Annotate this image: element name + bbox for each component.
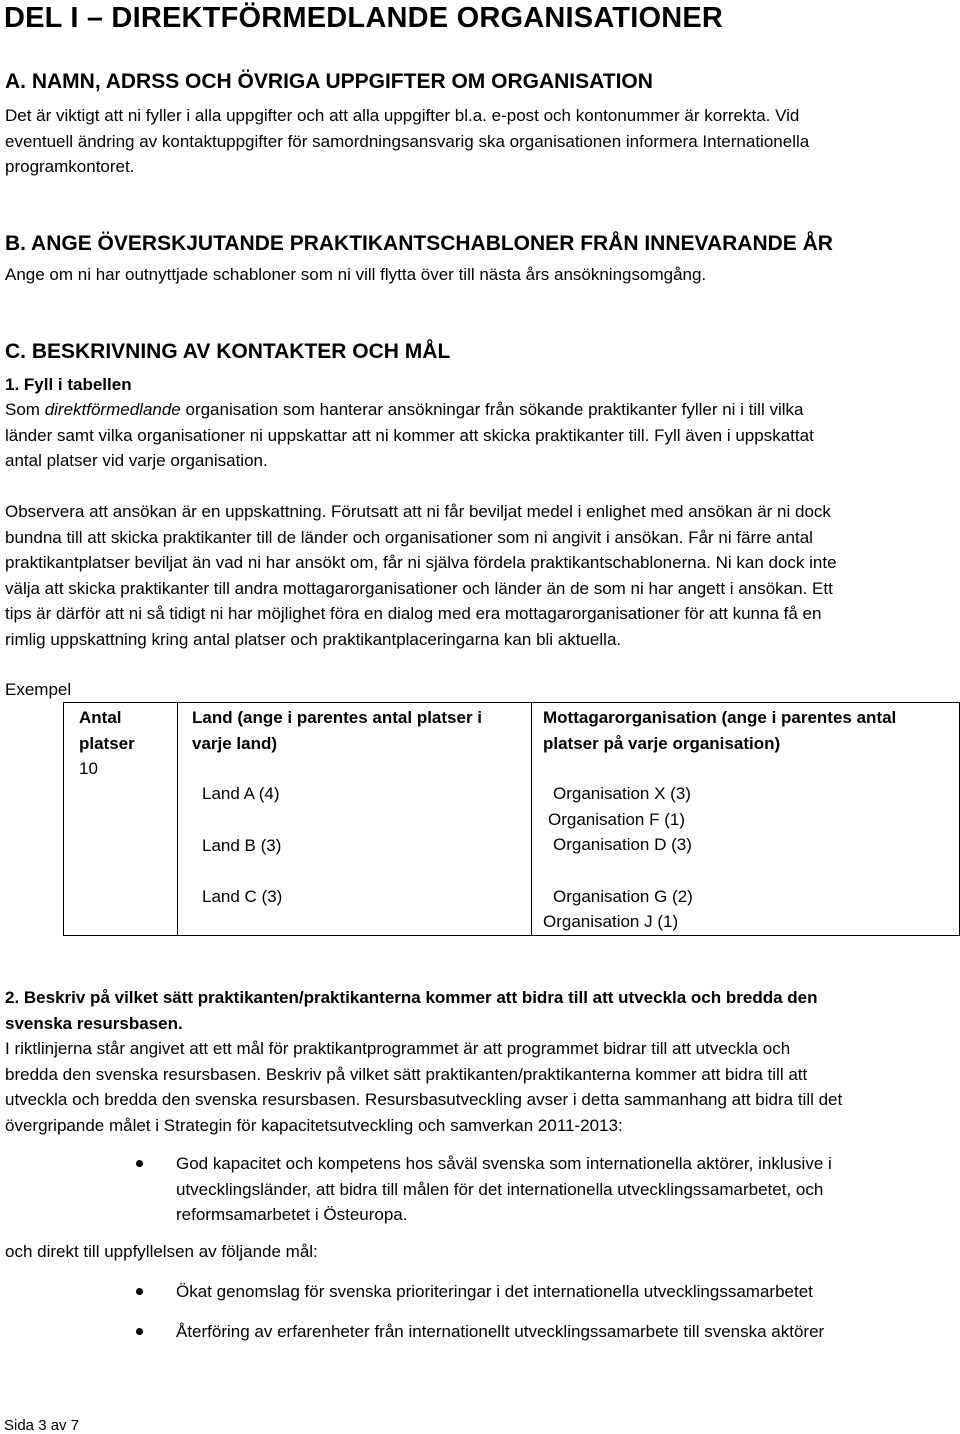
text-line: programkontoret. [5, 157, 135, 176]
table-value-count: 10 [79, 759, 98, 778]
section-c-heading: C. BESKRIVNING AV KONTAKTER OCH MÅL [5, 340, 451, 363]
text-line: tips är därför att ni så tidigt ni har möjlighet föra en dialog med era mottagarorganisationer för att kunna få en [5, 604, 822, 623]
text-line: rimlig uppskattning kring antal platser och praktikantplaceringarna kan bli aktuella. [5, 629, 622, 649]
table-org-f: Organisation F (1) [548, 809, 685, 829]
page-title: DEL I – DIREKTFÖRMEDLANDE ORGANISATIONER [4, 2, 724, 34]
note-paragraph [5, 499, 955, 652]
text-line [5, 397, 955, 423]
sub-goal-list [136, 1279, 936, 1344]
text-line: 2. Beskriv på vilket sätt praktikanten/praktikanterna kommer att bidra till att utveckla och bredda den [5, 988, 818, 1007]
table-cell-count [64, 703, 178, 936]
table-org-d: Organisation D (3) [553, 835, 692, 854]
connector-text: och direkt till uppfyllelsen av följande mål: [5, 1242, 318, 1261]
text-line: svenska resursbasen. [5, 1013, 183, 1033]
text-line: praktikantplatser beviljat än vad ni har ansökt om, får ni själva fördela praktikantschablonerna. Ni kan dock inte [5, 553, 837, 572]
table-country-c: Land C (3) [202, 887, 283, 906]
table-country-b: Land B (3) [202, 835, 282, 855]
table-header-country-l2: varje land) [192, 733, 278, 753]
table-org-x: Organisation X (3) [553, 784, 691, 803]
item2-title [5, 985, 955, 1036]
text-line: reformsamarbetet i Östeuropa. [176, 1205, 408, 1224]
table-header-country-l1: Land (ange i parentes antal platser i [192, 708, 483, 727]
italic-term: direktförmedlande [44, 400, 181, 419]
text-line: Det är viktigt att ni fyller i alla uppgifter och att alla uppgifter bl.a. e-post och kontonummer är korrekta. Vid [5, 106, 800, 125]
section-a-heading: A. NAMN, ADRSS OCH ÖVRIGA UPPGIFTER OM ORGANISATION [5, 70, 653, 93]
goal-list [136, 1151, 936, 1228]
text-line: utvecklingsländer, att bidra till målen för det internationella utvecklingssamarbetet, och [176, 1179, 824, 1199]
text-line: Observera att ansökan är en uppskattning. Förutsatt att ni får beviljat medel i enlighet med ansökan är ni dock [5, 502, 831, 521]
table-org-g: Organisation G (2) [553, 886, 693, 906]
table-org-j: Organisation J (1) [543, 912, 679, 931]
item2-paragraph [5, 1036, 955, 1138]
table-header-org-l2: platser på varje organisation) [543, 733, 781, 753]
text-fragment: organisation som hanterar ansökningar från sökande praktikanter fyller ni i till vilka [180, 400, 804, 419]
list-item: Återföring av erfarenheter från internationellt utvecklingssamarbete till svenska aktörer [136, 1319, 936, 1345]
example-label: Exempel [5, 680, 72, 699]
text-line: länder samt vilka organisationer ni uppskattar att ni kommer att skicka praktikanter till. Fyll även i uppskattat [5, 425, 814, 445]
table-row [64, 703, 960, 936]
table-cell-organisations [532, 703, 960, 936]
text-line: bredda den svenska resursbasen. Beskriv på vilket sätt praktikanten/praktikanterna kommer att bidra till att [5, 1064, 808, 1084]
text-line: eventuell ändring av kontaktuppgifter för samordningsansvarig ska organisationen informera Internationella [5, 131, 810, 151]
table-country-a: Land A (4) [202, 784, 280, 803]
table-cell-countries [178, 703, 532, 936]
text-line: antal platser vid varje organisation. [5, 451, 268, 470]
example-table [63, 702, 960, 936]
text-line: välja att skicka praktikanter till andra mottagarorganisationer och länder än de som ni har angett i ansökan. Ett [5, 578, 833, 598]
section-a-text [5, 103, 955, 180]
table-header-org-l1: Mottagarorganisation (ange i parentes antal [543, 708, 897, 727]
page-footer: Sida 3 av 7 [4, 1417, 80, 1434]
item1-title: 1. Fyll i tabellen [5, 375, 132, 394]
list-item [136, 1151, 936, 1228]
section-b-text: Ange om ni har outnyttjade schabloner som ni vill flytta över till nästa års ansökningsomgång. [5, 265, 707, 284]
text-line: utveckla och bredda den svenska resursbasen. Resursbasutveckling avser i detta sammanhang att bidra till det [5, 1090, 843, 1109]
text-line: bundna till att skicka praktikanter till de länder och organisationer som ni angivit i ansökan. Får ni färre antal [5, 527, 813, 547]
table-header-count-l1: Antal [79, 708, 122, 727]
text-line: God kapacitet och kompetens hos såväl svenska som internationella aktörer, inklusive i [176, 1154, 832, 1173]
list-item: Ökat genomslag för svenska prioriteringar i det internationella utvecklingssamarbetet [136, 1279, 936, 1305]
item1-paragraph [5, 397, 955, 474]
table-header-count-l2: platser [79, 733, 135, 753]
text-fragment: Som [5, 400, 45, 419]
text-line: övergripande målet i Strategin för kapacitetsutveckling och samverkan 2011-2013: [5, 1115, 623, 1135]
section-b-heading: B. ANGE ÖVERSKJUTANDE PRAKTIKANTSCHABLONER FRÅN INNEVARANDE ÅR [5, 232, 833, 255]
text-line: I riktlinjerna står angivet att ett mål för praktikantprogrammet är att programmet bidrar till att utveckla och [5, 1039, 791, 1058]
